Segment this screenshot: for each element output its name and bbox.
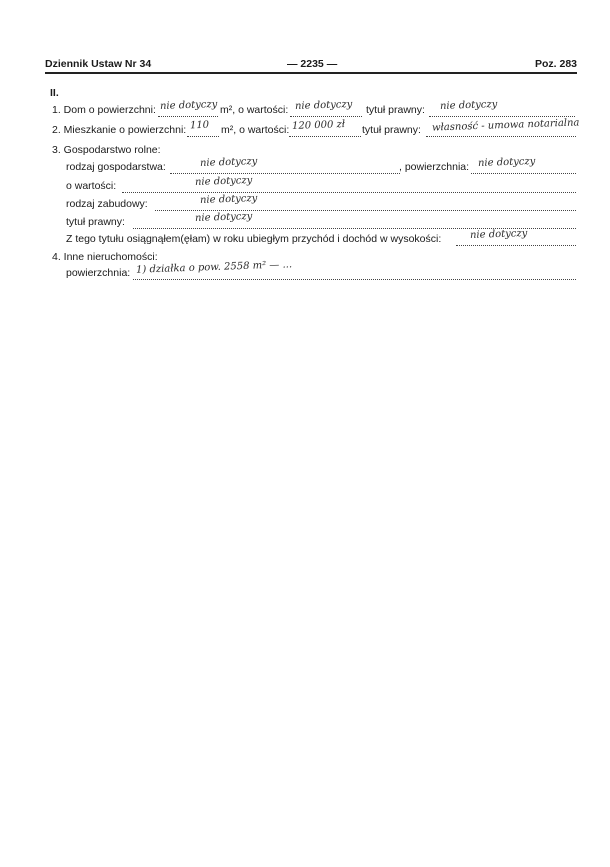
page-number: — 2235 — bbox=[287, 58, 338, 70]
farm-type-line bbox=[170, 173, 400, 174]
house-value-label: m², o wartości: bbox=[220, 104, 289, 116]
apartment-area-value: 110 bbox=[189, 119, 210, 132]
apartment-title-label: tytuł prawny: bbox=[362, 124, 421, 136]
house-value-line bbox=[290, 116, 362, 117]
apartment-area-label: 2. Mieszkanie o powierzchni: bbox=[52, 124, 187, 136]
journal-title: Dziennik Ustaw Nr 34 bbox=[45, 58, 152, 70]
house-title-value: nie dotyczy bbox=[439, 99, 498, 112]
apartment-value-line bbox=[289, 136, 361, 137]
apartment-title-value: własność - umowa notarialna bbox=[431, 117, 580, 134]
other-property-area-label: powierzchnia: bbox=[66, 267, 131, 279]
farm-value-label: o wartości: bbox=[66, 180, 117, 192]
farm-type-value: nie dotyczy bbox=[199, 156, 258, 169]
house-area-value: nie dotyczy bbox=[159, 99, 218, 112]
farm-area-label: , powierzchnia: bbox=[399, 161, 470, 173]
house-area-label: 1. Dom o powierzchni: bbox=[52, 104, 156, 116]
apartment-value-value: 120 000 zł bbox=[291, 119, 346, 132]
section-ii-heading: II. bbox=[50, 87, 59, 99]
farm-title-label: tytuł prawny: bbox=[66, 216, 125, 228]
farm-buildings-label: rodzaj zabudowy: bbox=[66, 198, 148, 210]
farm-buildings-value: nie dotyczy bbox=[199, 193, 258, 206]
other-property-area-value: 1) działka o pow. 2558 m² — ... bbox=[135, 259, 293, 276]
farm-income-label: Z tego tytułu osiągnąłem(ęłam) w roku ubiegłym przychód i dochód w wysokości: bbox=[66, 233, 442, 245]
house-value-value: nie dotyczy bbox=[294, 99, 353, 112]
apartment-title-line bbox=[426, 136, 576, 137]
other-property-heading: 4. Inne nieruchomości: bbox=[52, 251, 158, 263]
farm-value-value: nie dotyczy bbox=[194, 175, 253, 188]
house-area-line bbox=[158, 116, 218, 117]
header-rule bbox=[45, 72, 577, 74]
farm-type-label: rodzaj gospodarstwa: bbox=[66, 161, 166, 173]
position-number: Poz. 283 bbox=[535, 58, 578, 70]
farm-buildings-line bbox=[155, 210, 576, 211]
farm-income-value: nie dotyczy bbox=[469, 228, 528, 241]
house-title-label: tytuł prawny: bbox=[366, 104, 425, 116]
apartment-area-line bbox=[187, 136, 219, 137]
farm-title-value: nie dotyczy bbox=[194, 211, 253, 224]
farm-income-line bbox=[456, 245, 576, 246]
house-title-line bbox=[429, 116, 575, 117]
apartment-value-label: m², o wartości: bbox=[221, 124, 290, 136]
farm-value-line bbox=[122, 192, 576, 193]
other-property-area-line bbox=[133, 279, 576, 280]
farm-area-line bbox=[471, 173, 576, 174]
farm-area-value: nie dotyczy bbox=[477, 156, 536, 169]
farm-heading: 3. Gospodarstwo rolne: bbox=[52, 144, 161, 156]
